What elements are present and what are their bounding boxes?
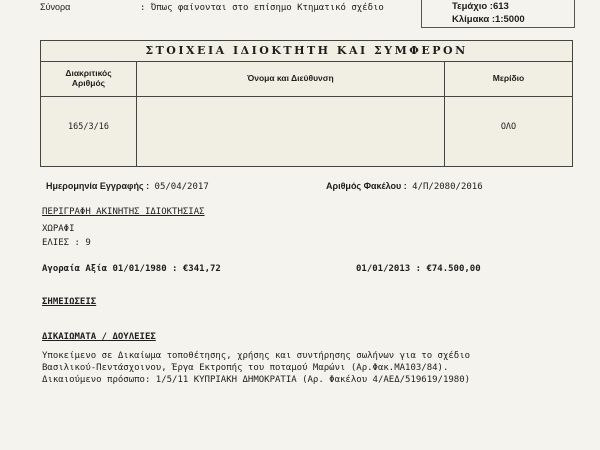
- header-name-address: Όνομα και Διεύθυνση: [247, 72, 334, 83]
- header-id-line1: Διακριτικός: [65, 67, 112, 78]
- boundaries-label: Σύνορα: [40, 2, 71, 12]
- registration-date: [46, 181, 209, 192]
- header-id: [41, 61, 136, 96]
- property-trees: ΕΛΙΕΣ : 9: [42, 238, 91, 248]
- notes-heading: ΣΗΜΕΙΩΣΕΙΣ: [42, 297, 97, 307]
- header-divider: [41, 96, 572, 97]
- market-value-2013-date: 01/01/2013 :: [356, 264, 422, 274]
- market-value-2013: [356, 264, 481, 274]
- file-number-value: 4/Π/2080/2016: [412, 182, 483, 192]
- sheet-info-box: [421, 0, 575, 28]
- owner-id-cell: 165/3/16: [68, 122, 109, 132]
- boundaries-value: : Όπως φαίνονται στο επίσημο Κτηματικό σχέδιο: [140, 3, 384, 13]
- header-id-line2: Αριθμός: [71, 77, 106, 88]
- rights-line: Υποκείμενο σε Δικαίωμα τοποθέτησης, χρήσης και συντήρησης σωλήνων για το σχέδιο: [42, 351, 471, 361]
- owner-section: [40, 40, 573, 167]
- market-value-label: Αγοραία Αξία 01/01/1980 :: [42, 264, 178, 274]
- map-scale: Κλίμακα :1:5000: [452, 14, 525, 25]
- property-type: ΧΩΡΑΦΙ: [42, 224, 75, 234]
- rights-line: Βασιλικού-Πεντάσχοινου, Έργα Εκτροπής του ποταμού Μαρώνι (Αρ.Φακ.ΜΑ103/84).: [42, 363, 449, 373]
- owner-section-title: ΣΤΟΙΧΕΙΑ ΙΔΙΟΚΤΗΤΗ ΚΑΙ ΣΥΜΦΕΡΟΝ: [41, 41, 572, 62]
- registration-date-value: 05/04/2017: [154, 182, 209, 192]
- file-number: [326, 181, 483, 192]
- header-share: Μερίδιο: [492, 72, 525, 83]
- owner-share-cell: ΟΛΟ: [500, 122, 517, 132]
- plot-number: Τεμάχιο :613: [452, 1, 509, 12]
- rights-line: Δικαιούμενο πρόσωπο: 1/5/11 ΚΥΠΡΙΑΚΗ ΔΗΜΟΚΡΑΤΙΑ (Αρ. Φακέλου 4/ΑΕΔ/519619/1980): [42, 375, 471, 385]
- market-value-1980-amount: €341,72: [182, 264, 221, 274]
- rights-heading: ΔΙΚΑΙΩΜΑΤΑ / ΔΟΥΛΕΙΕΣ: [42, 332, 156, 342]
- market-value-2013-amount: €74.500,00: [426, 264, 481, 274]
- registration-date-label: Ημερομηνία Εγγραφής :: [46, 181, 150, 191]
- market-value-1980: [42, 264, 221, 274]
- property-description-heading: ΠΕΡΙΓΡΑΦΗ ΑΚΙΝΗΤΗΣ ΙΔΙΟΚΤΗΣΙΑΣ: [42, 207, 205, 217]
- boundaries-row: [40, 2, 384, 13]
- file-number-label: Αριθμός Φακέλου :: [326, 181, 407, 191]
